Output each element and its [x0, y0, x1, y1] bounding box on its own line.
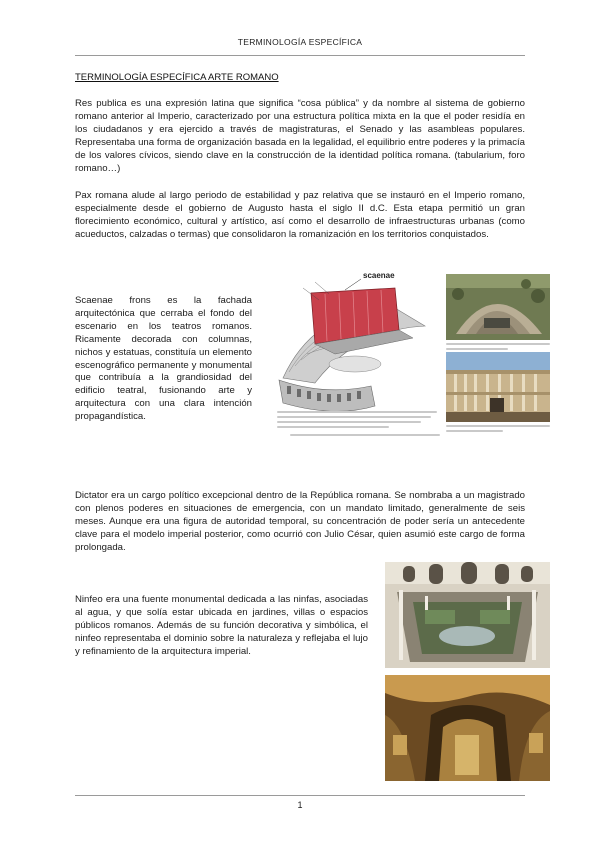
header-rule — [75, 55, 525, 56]
theatre-ruins-aerial-photo — [446, 274, 550, 340]
paragraph-res-publica: Res publica es una expresión latina que significa “cosa pública” y da nombre al sistema de gobierno romano anterior al Imperio, caracterizado por una estructura política mixta en la que el poder residía en los ciudadanos y era ejercido a través de magistraturas, el Senado y las asambleas populares. Representaba una forma de organización basada en la legalidad, el equilibrio entre poderes y la primacía de los valores cívicos, siendo clave en la construcción de la identidad política romana. (tabularium, foro romano…) — [75, 98, 525, 174]
paragraph-ninfeo: Ninfeo era una fuente monumental dedicada a las ninfas, asociadas al agua, y que solía estar ubicada en jardines, villas o espacios públicos romanos. Además de su función decorativa y simbólica, el ninfeo representaba el dominio sobre la naturaleza y reflejaba el lujo y refinamiento de la arquitectura imperial. — [75, 594, 368, 657]
scaenae-photo-caption — [446, 425, 550, 435]
nymphaeum-grotto-photo — [385, 675, 550, 781]
nymphaeum-courtyard-photo — [385, 562, 550, 668]
document-title: TERMINOLOGÍA ESPECÍFICA ARTE ROMANO — [75, 72, 279, 83]
theatre-cutaway-diagram — [275, 268, 440, 418]
footer-rule — [75, 795, 525, 796]
paragraph-scaenae-frons: Scaenae frons es la fachada arquitectónica que cerraba el fondo del escenario en los teatros romanos. Ricamente decorada con columnas, nichos y estatuas, constituía un elemento escenográfico permanente y monumental que contribuía a la grandiosidad del edificio teatral, fusionando arte y arquitectura con una clara intención propagandística. — [75, 295, 252, 423]
page-number: 1 — [297, 800, 303, 810]
theatre-diagram-caption — [277, 411, 437, 431]
paragraph-pax-romana: Pax romana alude al largo periodo de estabilidad y paz relativa que se instauró en el Imperio romano, especialmente desde el gobierno de Augusto hasta el siglo II d.C. Esta etapa permitió un gran florecimiento económico, cultural y artístico, así como el desarrollo de infraestructuras urbanas (como acueductos, calzadas o termas) que consolidaron la romanización en los territorios conquistados. — [75, 190, 525, 240]
theatre-diagram-credit — [290, 434, 440, 439]
scaenae-label: scaenae — [363, 271, 395, 280]
scaenae-frons-photo — [446, 352, 550, 422]
theatre-drawing — [275, 268, 440, 418]
running-header: TERMINOLOGÍA ESPECÍFICA — [237, 37, 363, 47]
paragraph-dictator: Dictator era un cargo político excepcional dentro de la República romana. Se nombraba a un magistrado con plenos poderes en situaciones de emergencia, con un mandato limitado, generalmente de seis meses. Aunque era una figura de autoridad temporal, su concentración de poder sería un antecedente clave para el modelo imperial posterior, como ocurrió con Julio César, quien asumió este cargo de forma prolongada. — [75, 490, 525, 553]
